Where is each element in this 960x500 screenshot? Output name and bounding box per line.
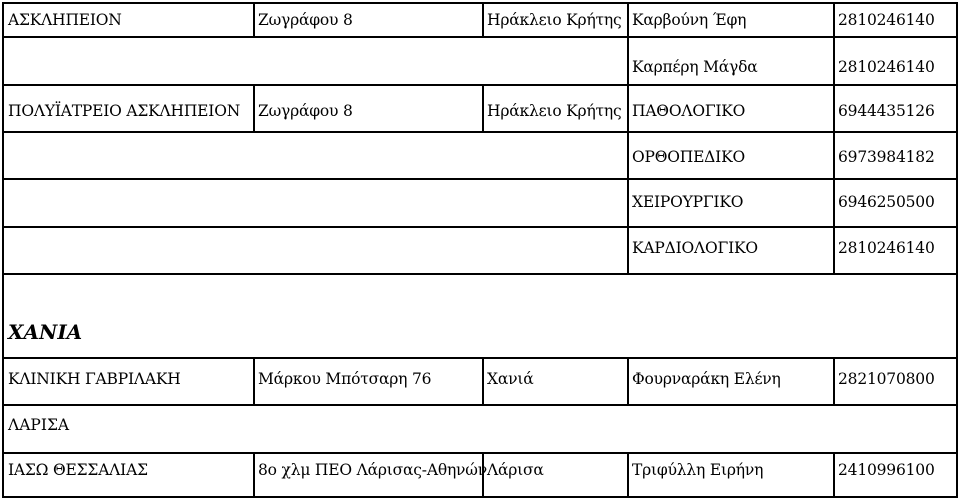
phone-cell: 2821070800 xyxy=(838,370,935,388)
city-cell: Λάρισα xyxy=(487,461,544,479)
contact-cell: Φουρναράκη Ελένη xyxy=(632,370,781,388)
row-divider xyxy=(2,496,958,498)
column-divider xyxy=(627,357,629,406)
column-divider xyxy=(482,84,484,133)
table-border-right xyxy=(956,2,958,498)
department-cell: ΠΑΘΟΛΟΓΙΚΟ xyxy=(632,102,746,120)
city-cell: Χανιά xyxy=(487,370,534,388)
clinic-name-cell: ΠΟΛΥΪΑΤΡΕΙΟ ΑΣΚΛΗΠΕΙΟΝ xyxy=(8,102,241,120)
address-cell: 8ο χλμ ΠΕΟ Λάρισας-Αθηνών xyxy=(258,461,487,479)
row-divider xyxy=(2,452,958,454)
contact-cell: Καρπέρη Μάγδα xyxy=(632,58,758,76)
phone-cell: 2810246140 xyxy=(838,11,935,29)
table-border-left xyxy=(2,2,4,498)
phone-cell: 2810246140 xyxy=(838,58,935,76)
department-cell: ΧΕΙΡΟΥΡΓΙΚΟ xyxy=(632,193,744,211)
phone-cell: 6946250500 xyxy=(838,193,935,211)
phone-cell: 2410996100 xyxy=(838,461,935,479)
phone-cell: 6944435126 xyxy=(838,102,935,120)
column-divider xyxy=(253,84,255,133)
column-divider xyxy=(253,452,255,498)
row-divider xyxy=(2,404,958,406)
contact-cell: Τριφύλλη Ειρήνη xyxy=(632,461,764,479)
column-divider xyxy=(833,357,835,406)
city-cell: Ηράκλειο Κρήτης xyxy=(487,102,622,120)
address-cell: Ζωγράφου 8 xyxy=(258,11,353,29)
column-divider xyxy=(253,357,255,406)
column-divider xyxy=(627,2,629,275)
column-divider xyxy=(482,357,484,406)
row-divider xyxy=(2,357,958,359)
row-divider xyxy=(2,131,958,133)
column-divider xyxy=(833,452,835,498)
contact-cell: Καρβούνη Έφη xyxy=(632,11,747,29)
phone-cell: 6973984182 xyxy=(838,148,935,166)
address-cell: Ζωγράφου 8 xyxy=(258,102,353,120)
clinic-name-cell: ΑΣΚΛΗΠΕΙΟΝ xyxy=(8,11,122,29)
column-divider xyxy=(833,2,835,275)
department-cell: ΟΡΘΟΠΕΔΙΚΟ xyxy=(632,148,745,166)
address-cell: Μάρκου Μπότσαρη 76 xyxy=(258,370,432,388)
city-heading-chania: ΧΑΝΙΑ xyxy=(8,320,83,344)
column-divider xyxy=(627,452,629,498)
column-divider xyxy=(253,2,255,38)
row-divider xyxy=(2,84,958,86)
row-divider xyxy=(2,273,958,275)
phone-cell: 2810246140 xyxy=(838,239,935,257)
row-divider xyxy=(2,36,958,38)
row-divider xyxy=(2,178,958,180)
city-cell: Ηράκλειο Κρήτης xyxy=(487,11,622,29)
city-heading-larisa: ΛΑΡΙΣΑ xyxy=(8,416,70,434)
row-divider xyxy=(2,2,958,4)
column-divider xyxy=(482,2,484,38)
clinic-name-cell: ΙΑΣΩ ΘΕΣΣΑΛΙΑΣ xyxy=(8,461,148,479)
department-cell: ΚΑΡΔΙΟΛΟΓΙΚΟ xyxy=(632,239,758,257)
clinic-name-cell: ΚΛΙΝΙΚΗ ΓΑΒΡΙΛΑΚΗ xyxy=(8,370,181,388)
row-divider xyxy=(2,226,958,228)
